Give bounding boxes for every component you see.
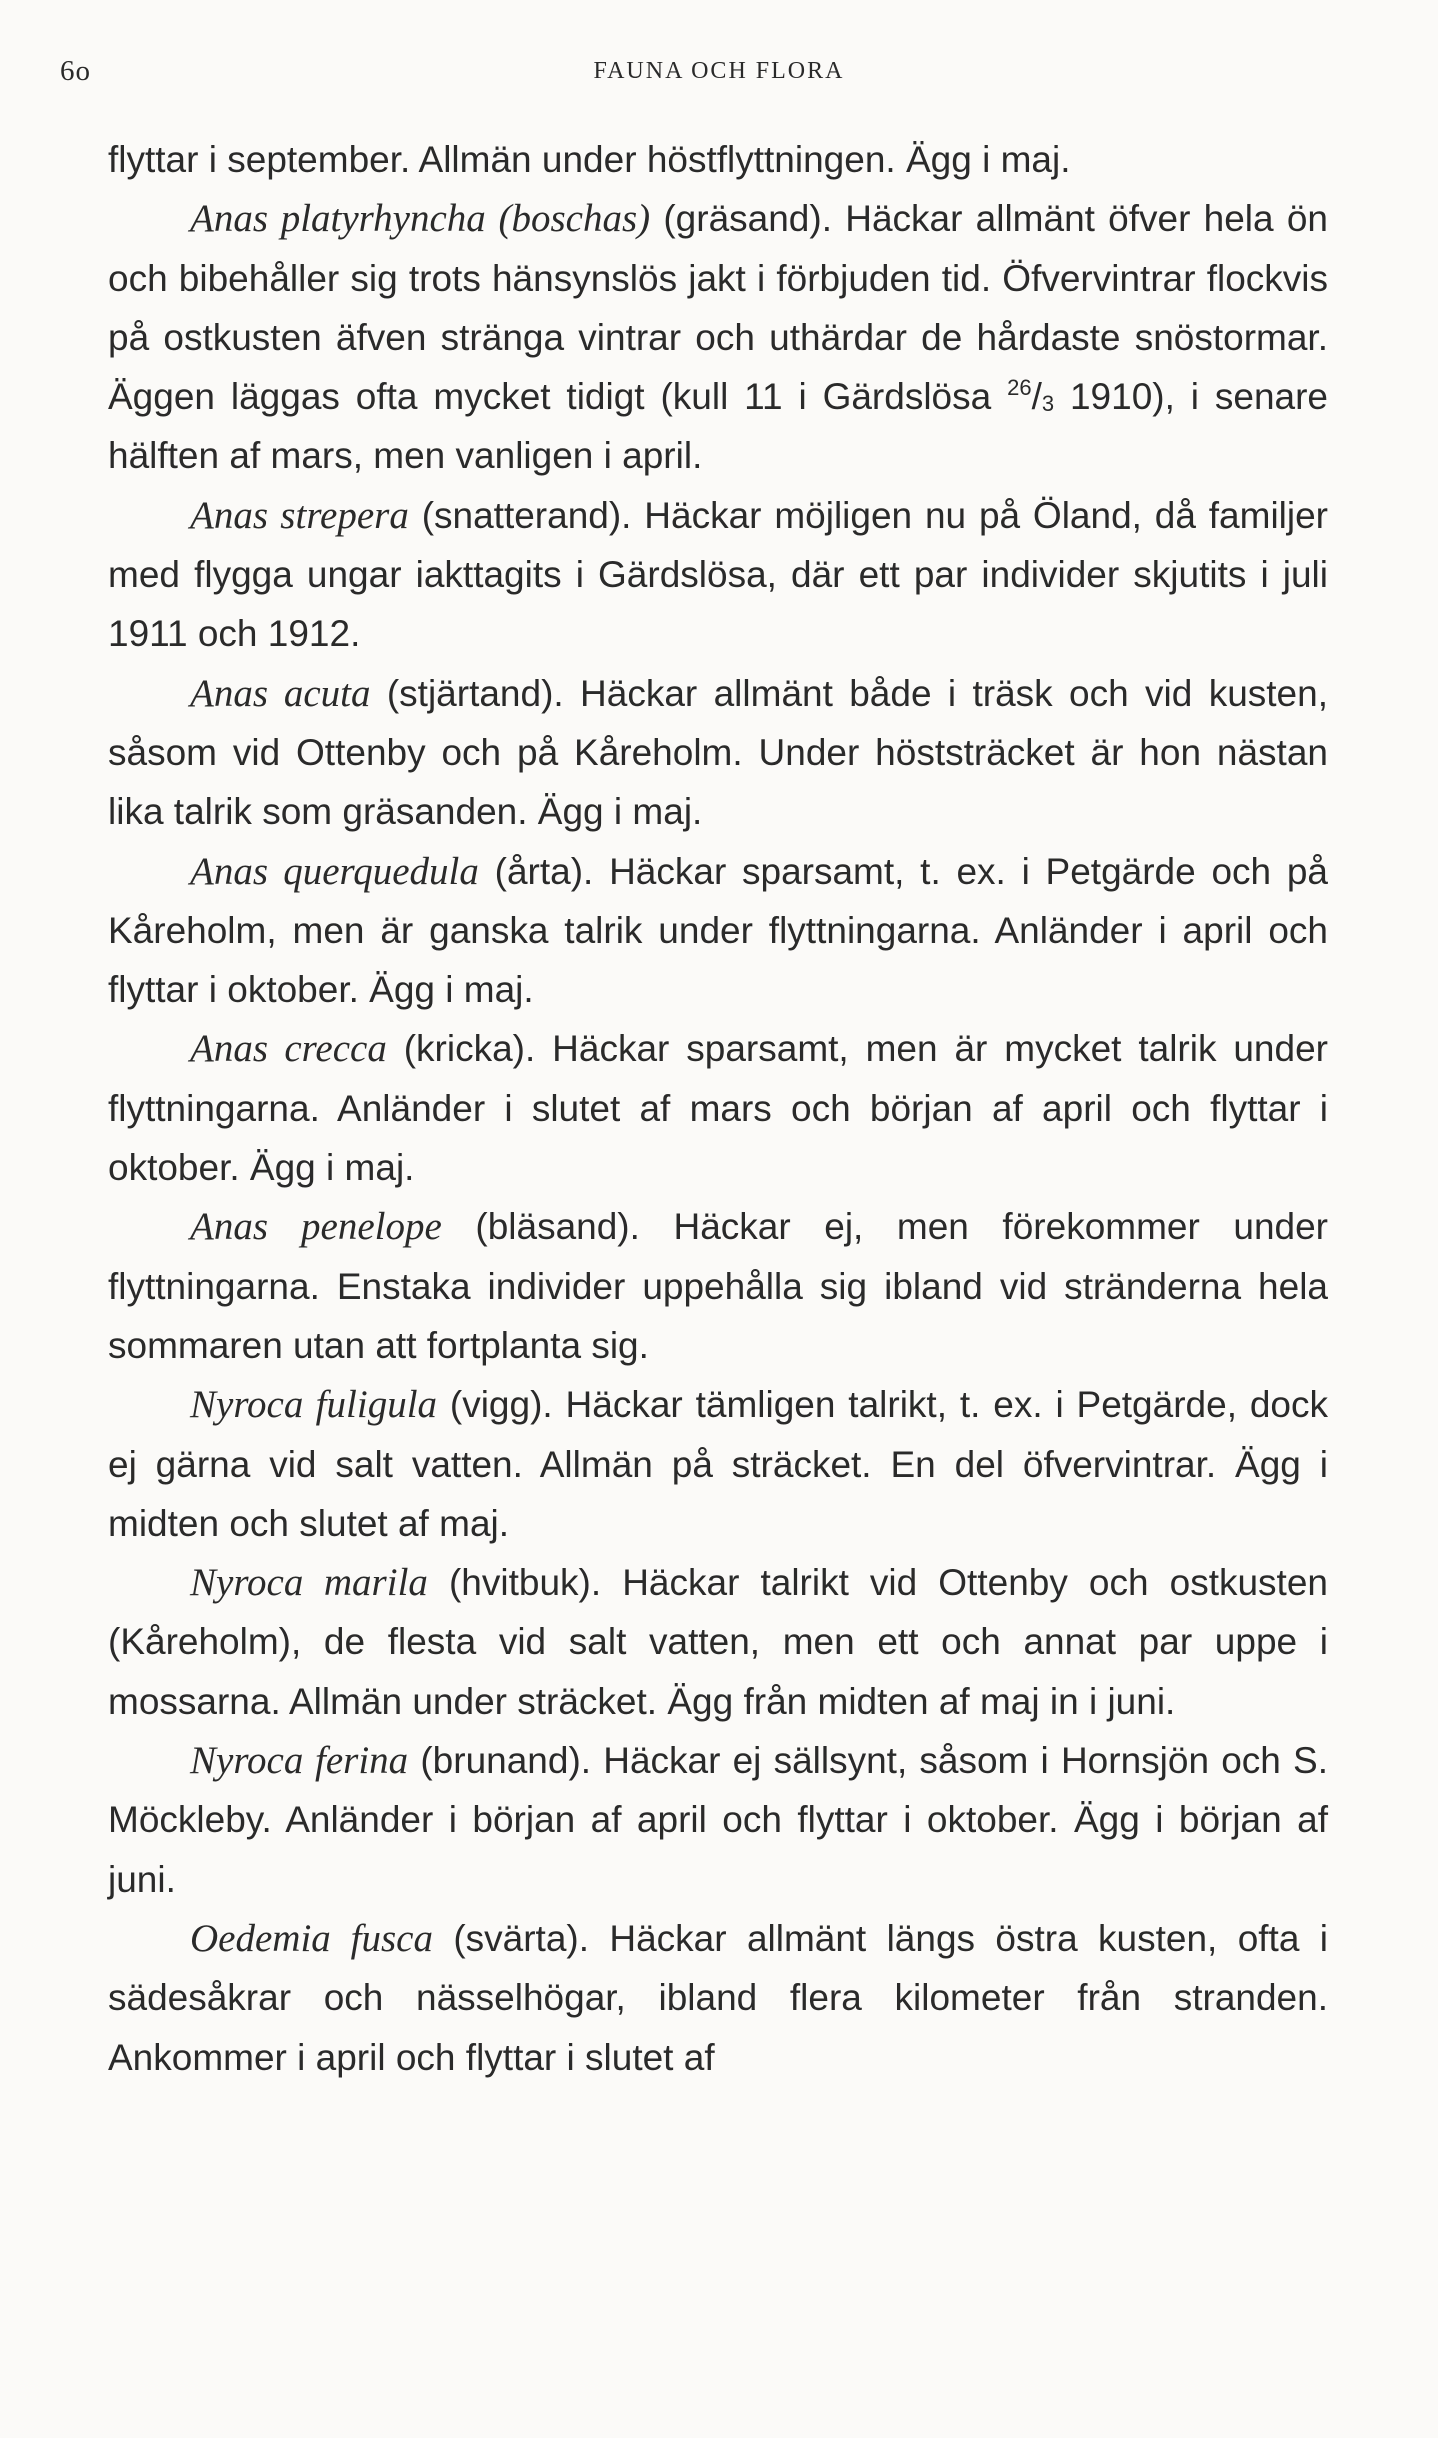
species-text: (årta). Häckar sparsamt, t. ex. i Petgärde och på Kåreholm, men är ganska talrik under flyttningarna. Anländer i april och flyttar i oktober. Ägg i maj. [108,850,1328,1011]
species-entry [108,189,1328,485]
species-name: Nyroca marila [190,1561,428,1605]
species-entry [108,1909,1328,2087]
species-entry [108,1553,1328,1731]
fraction-date: $^{26}/_3$ [1007,375,1055,418]
species-text: (kricka). Häckar sparsamt, men är mycket talrik under flyttningarna. Anländer i slutet af mars och början af april och flyttar i oktober. Ägg i maj. [108,1028,1328,1189]
species-text: (vigg). Häckar tämligen talrikt, t. ex. i Petgärde, dock ej gärna vid salt vatten. Allmän på sträcket. En del öfvervintrar. Ägg i midten och slutet af maj. [108,1384,1328,1544]
species-name: Anas crecca [190,1027,387,1071]
date-denominator: 3 [1041,391,1055,417]
species-name: Nyroca fuligula [190,1383,438,1427]
species-entry [108,842,1328,1020]
species-name: Oedemia fusca [190,1916,433,1960]
species-text: (snatterand). Häckar möjligen nu på Öland, då familjer med flygga ungar iakttagits i Gärdslösa, där ett par individer skjutits i juli 1911 och 1912. [108,494,1329,655]
page-number: 6o [60,55,91,87]
species-text: (gräsand). Häckar allmänt öfver hela ön och bibehåller sig trots hänsynslös jakt i förbjuden tid. Öfvervintrar flockvis på ostkusten äfven stränga vintrar och uthärdar de hårdaste snöstormar. Äggen läggas ofta mycket tidigt (kull 11 i Gärdslösa [108,198,1328,418]
species-text: (stjärtand). Häckar allmänt både i träsk och vid kusten, såsom vid Ottenby och på Kåreholm. Under höststräcket är hon nästan lika talrik som gräsanden. Ägg i maj. [108,672,1328,833]
species-text: (bläsand). Häckar ej, men förekommer under flyttningarna. Enstaka individer uppehålla sig ibland vid stränderna hela sommaren utan att fortplanta sig. [108,1206,1329,1366]
body-text [108,130,1328,2087]
date-numerator: 26 [1007,375,1032,401]
species-name: Anas querquedula [190,849,479,893]
species-entry [108,1197,1328,1375]
species-name: Anas penelope [190,1205,442,1249]
species-entry [108,664,1328,842]
species-name: Anas acuta [190,671,371,715]
species-entry [108,1731,1328,1909]
species-entry [108,1019,1328,1197]
paragraph-text: flyttar i september. Allmän under höstflyttningen. Ägg i maj. [108,139,1071,180]
species-name: Anas strepera [190,493,409,537]
species-entry [108,1375,1328,1553]
species-text: (brunand). Häckar ej sällsynt, såsom i Hornsjön och S. Möckleby. Anländer i början af april och flyttar i oktober. Ägg i början af juni. [108,1740,1328,1900]
species-name: Nyroca ferina [190,1739,409,1783]
species-entry [108,486,1328,664]
species-name: Anas platyrhyncha (boschas) [190,197,651,241]
running-head: FAUNA OCH FLORA [593,58,845,84]
species-text-continued: 1910), i senare hälften af mars, men vanligen i april. [108,376,1328,477]
species-text: (hvitbuk). Häckar talrikt vid Ottenby och ostkusten (Kåreholm), de flesta vid salt vatten, men ett och annat par uppe i mossarna. Allmän under sträcket. Ägg från midten af maj in i juni. [108,1562,1328,1722]
species-text: (svärta). Häckar allmänt längs östra kusten, ofta i sädesåkrar och nässelhögar, ibland flera kilometer från stranden. Ankommer i april och flyttar i slutet af [108,1917,1329,2078]
paragraph [108,130,1328,189]
